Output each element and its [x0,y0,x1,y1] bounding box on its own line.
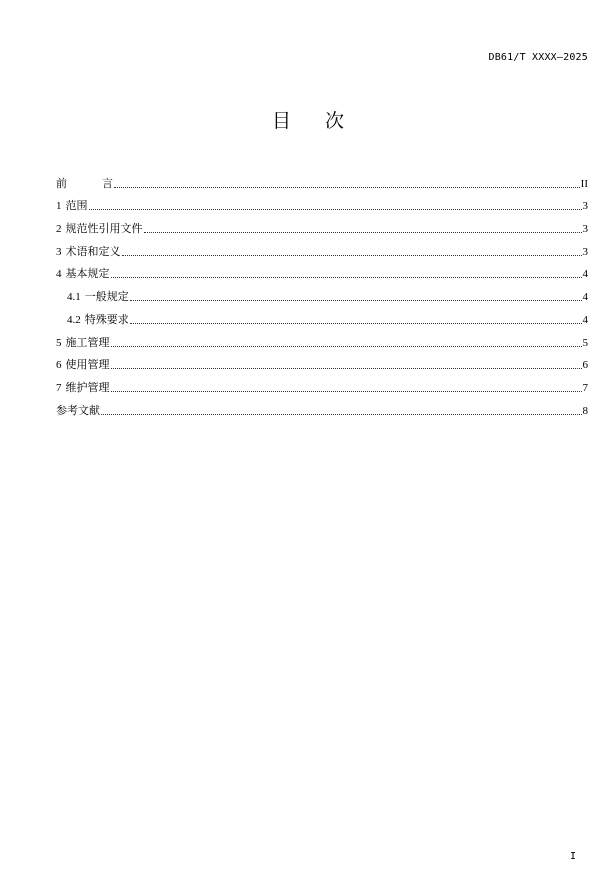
toc-entry-number: 6 [56,359,62,372]
toc-entry-number: 4.2 [67,313,81,326]
toc-entry-page: 7 [582,381,588,394]
toc-dot-leader [111,346,582,347]
toc-dot-leader [130,323,582,324]
toc-title-char-2: 次 [325,110,345,132]
toc-entry-number: 5 [56,336,62,349]
toc-entry-label: 维护管理 [65,380,110,394]
toc-entry-page: 3 [582,245,588,258]
toc-dot-leader [114,187,580,188]
toc-entry[interactable] [56,281,588,304]
toc-entry-number: 7 [56,381,62,394]
toc-entry[interactable] [56,395,588,418]
toc-entry-label: 特殊要求 [84,312,129,326]
toc-entry[interactable] [56,168,588,191]
toc-entry-page: 4 [582,313,588,326]
toc-entry[interactable] [56,327,588,350]
toc-entry-label: 基本规定 [65,267,110,281]
toc-entry[interactable] [56,372,588,395]
toc-dot-leader [111,391,582,392]
toc-entry-label: 前 言 [56,176,113,190]
toc-entry-number: 1 [56,200,62,213]
toc-dot-leader [144,232,582,233]
toc-entry[interactable] [56,350,588,373]
document-code: DB61/T XXXX—2025 [488,52,588,63]
toc-entry-label: 术语和定义 [65,244,121,258]
toc-entry-number: 2 [56,223,62,236]
toc-entry[interactable] [56,213,588,236]
toc-entry-number: 4.1 [67,291,81,304]
toc-entry-label: 一般规定 [84,290,129,304]
toc-title [0,106,616,133]
toc-dot-leader [89,209,582,210]
toc-dot-leader [130,300,582,301]
toc-dot-leader [111,277,582,278]
toc-entry-label: 参考文献 [56,403,100,417]
toc-entry-page: 6 [582,359,588,372]
toc-entry-page: 3 [582,200,588,213]
toc-entry-label: 规范性引用文件 [65,222,143,236]
toc-entry-label: 施工管理 [65,335,110,349]
toc-entry-page: 5 [582,336,588,349]
toc-entry-page: 4 [582,291,588,304]
toc-entry-number: 3 [56,245,62,258]
toc-entry-label: 使用管理 [65,358,110,372]
toc-title-char-1: 目 [271,110,291,132]
toc-dot-leader [111,368,582,369]
toc-entry-page: 4 [582,268,588,281]
toc-entry[interactable] [56,191,588,214]
toc-dot-leader [122,255,582,256]
toc-entry[interactable] [56,304,588,327]
page-number: I [569,851,576,862]
table-of-contents [56,168,588,418]
toc-entry-page: II [580,177,588,190]
toc-entry[interactable] [56,236,588,259]
toc-entry-number: 4 [56,268,62,281]
toc-entry-page: 3 [582,223,588,236]
toc-dot-leader [101,414,582,415]
toc-entry-page: 8 [582,404,588,417]
toc-entry[interactable] [56,259,588,282]
toc-entry-label: 范围 [65,199,88,213]
